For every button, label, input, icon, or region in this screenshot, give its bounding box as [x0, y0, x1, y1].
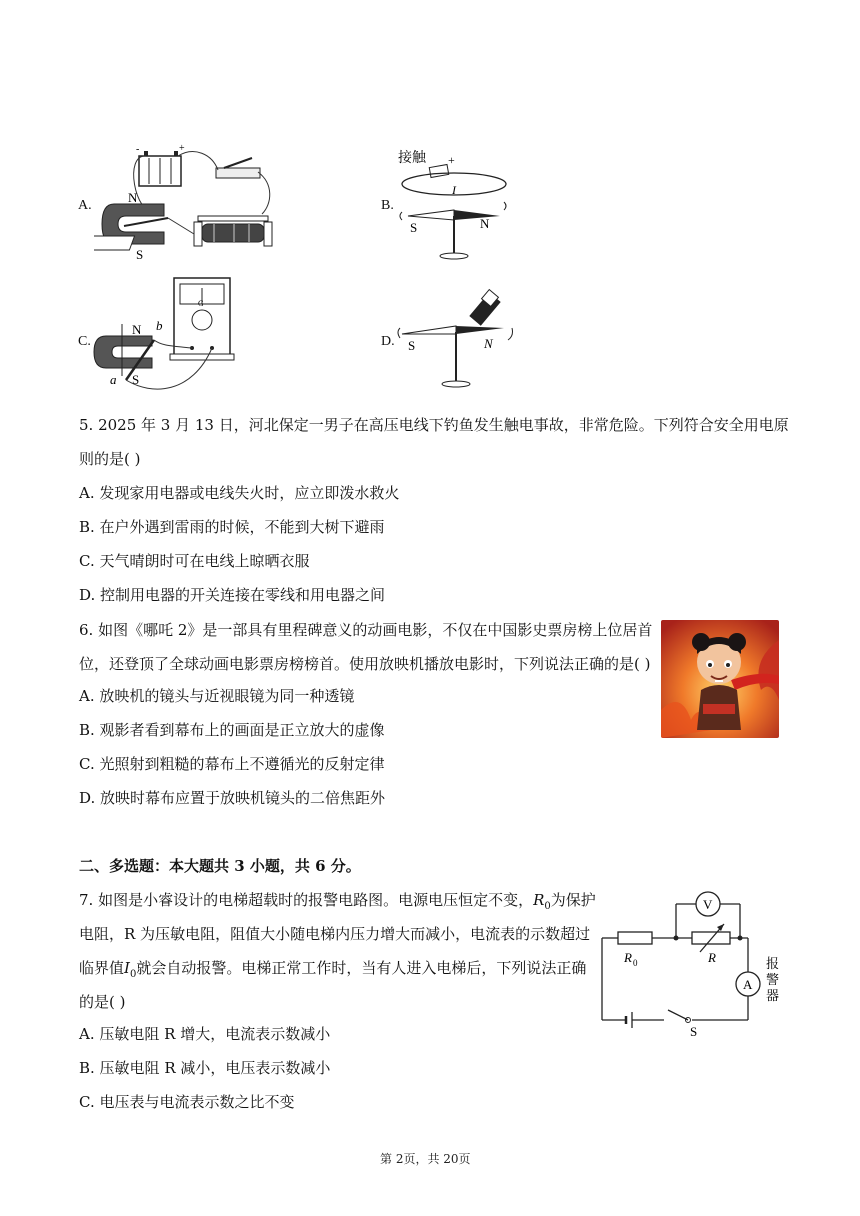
- figure-a-s: S: [136, 247, 144, 262]
- figure-b-s: S: [410, 220, 418, 235]
- figure-c-a: a: [110, 372, 117, 387]
- q5-option-b[interactable]: B. 在户外遇到雷雨的时候，不能到大树下避雨: [79, 518, 385, 536]
- option-b-label: B.: [381, 198, 394, 213]
- figure-d-s: S: [408, 338, 416, 353]
- option-a-label: A.: [78, 198, 92, 213]
- figure-a-generator: [94, 144, 284, 262]
- q7-option-c[interactable]: C. 电压表与电流表示数之比不变: [79, 1093, 295, 1111]
- circuit-alarm-char-2: 警: [766, 972, 780, 987]
- nezha-movie-image: [661, 620, 779, 738]
- q5-stem-line1: 5. 2025 年 3 月 13 日，河北保定一男子在高压电线下钓鱼发生触电事故，非常危险。下列符合安全用电原: [79, 416, 789, 434]
- q7-r0: R: [533, 891, 545, 909]
- q5-option-a[interactable]: A. 发现家用电器或电线失火时，应立即泼水救火: [79, 484, 400, 502]
- circuit-r0-resistor: [618, 932, 652, 944]
- option-d-label: D.: [381, 334, 395, 349]
- q7-i0: I: [124, 959, 130, 977]
- circuit-r-varistor: [692, 932, 730, 944]
- circuit-voltmeter-label: V: [703, 897, 713, 912]
- q7-stem-line4: 的是( ): [79, 993, 126, 1011]
- figure-b-contact-label: 接触: [398, 151, 426, 166]
- figure-c-g: G: [198, 299, 204, 308]
- circuit-s-label: S: [690, 1024, 698, 1038]
- q6-stem-line1: 6. 如图《哪吒 2》是一部具有里程碑意义的动画电影，不仅在中国影史票房榜上位居首: [79, 621, 653, 639]
- figure-d-n: N: [484, 336, 493, 351]
- q7-stem-line1a: 7. 如图是小睿设计的电梯超载时的报警电路图。电源电压恒定不变，: [79, 891, 534, 909]
- q7-stem-line1b: 为保护: [550, 891, 596, 909]
- q7-option-a[interactable]: A. 压敏电阻 R 增大，电流表示数减小: [79, 1025, 331, 1043]
- circuit-alarm-char-3: 器: [766, 988, 780, 1003]
- figure-b-plus: +: [448, 153, 455, 167]
- figure-a-minus: -: [136, 144, 140, 155]
- q6-option-a[interactable]: A. 放映机的镜头与近视眼镜为同一种透镜: [79, 687, 355, 705]
- circuit-r0-label: R: [624, 950, 632, 965]
- figure-b-current: I: [452, 183, 456, 197]
- q5-option-d[interactable]: D. 控制用电器的开关连接在零线和用电器之间: [79, 586, 386, 604]
- q7-i0-sub: 0: [129, 969, 137, 980]
- figure-c-s: S: [132, 372, 140, 387]
- q5-stem-line2: 则的是( ): [79, 450, 141, 468]
- q7-option-b[interactable]: B. 压敏电阻 R 减小，电压表示数减小: [79, 1059, 331, 1077]
- q6-stem-line2: 位，还登顶了全球动画电影票房榜榜首。使用放映机播放电影时，下列说法正确的是( ): [79, 655, 651, 673]
- page-footer: 第 2页，共 20页: [380, 1152, 471, 1166]
- circuit-ammeter-label: A: [743, 977, 753, 992]
- section-2-title: 二、多选题：本大题共 3 小题，共 6 分。: [79, 857, 361, 875]
- figure-b-oersted: [396, 146, 516, 264]
- figure-a-plus: +: [179, 144, 185, 154]
- q7-stem-line1: [79, 890, 596, 917]
- q7-stem-line3b: 就会自动报警。电梯正常工作时，当有人进入电梯后，下列说法正确: [136, 959, 587, 977]
- q7-r0-sub: 0: [544, 901, 551, 912]
- option-c-label: C.: [78, 334, 91, 349]
- q7-stem-line3: [79, 958, 586, 985]
- q7-stem-line2: 电阻，R 为压敏电阻，阻值大小随电梯内压力增大而减小，电流表的示数超过: [79, 925, 591, 943]
- figure-a-n: N: [128, 190, 138, 205]
- figure-c-induction: [92, 276, 242, 396]
- circuit-switch: [668, 1010, 688, 1020]
- q5-option-c[interactable]: C. 天气晴朗时可在电线上晾晒衣服: [79, 552, 310, 570]
- q6-option-b[interactable]: B. 观影者看到幕布上的画面是正立放大的虚像: [79, 721, 385, 739]
- figure-d-compass-magnet: [396, 288, 526, 392]
- q6-option-c[interactable]: C. 光照射到粗糙的幕布上不遵循光的反射定律: [79, 755, 385, 773]
- q7-circuit-diagram: [596, 888, 786, 1038]
- figure-c-n: N: [132, 322, 142, 337]
- circuit-r0-sub: 0: [633, 958, 638, 968]
- figure-b-n: N: [480, 216, 490, 231]
- q6-option-d[interactable]: D. 放映时幕布应置于放映机镜头的二倍焦距外: [79, 789, 386, 807]
- figure-c-b: b: [156, 318, 163, 333]
- circuit-r-label: R: [708, 950, 716, 965]
- circuit-alarm-char-1: 报: [766, 956, 780, 971]
- q7-stem-line3a: 临界值: [79, 959, 125, 977]
